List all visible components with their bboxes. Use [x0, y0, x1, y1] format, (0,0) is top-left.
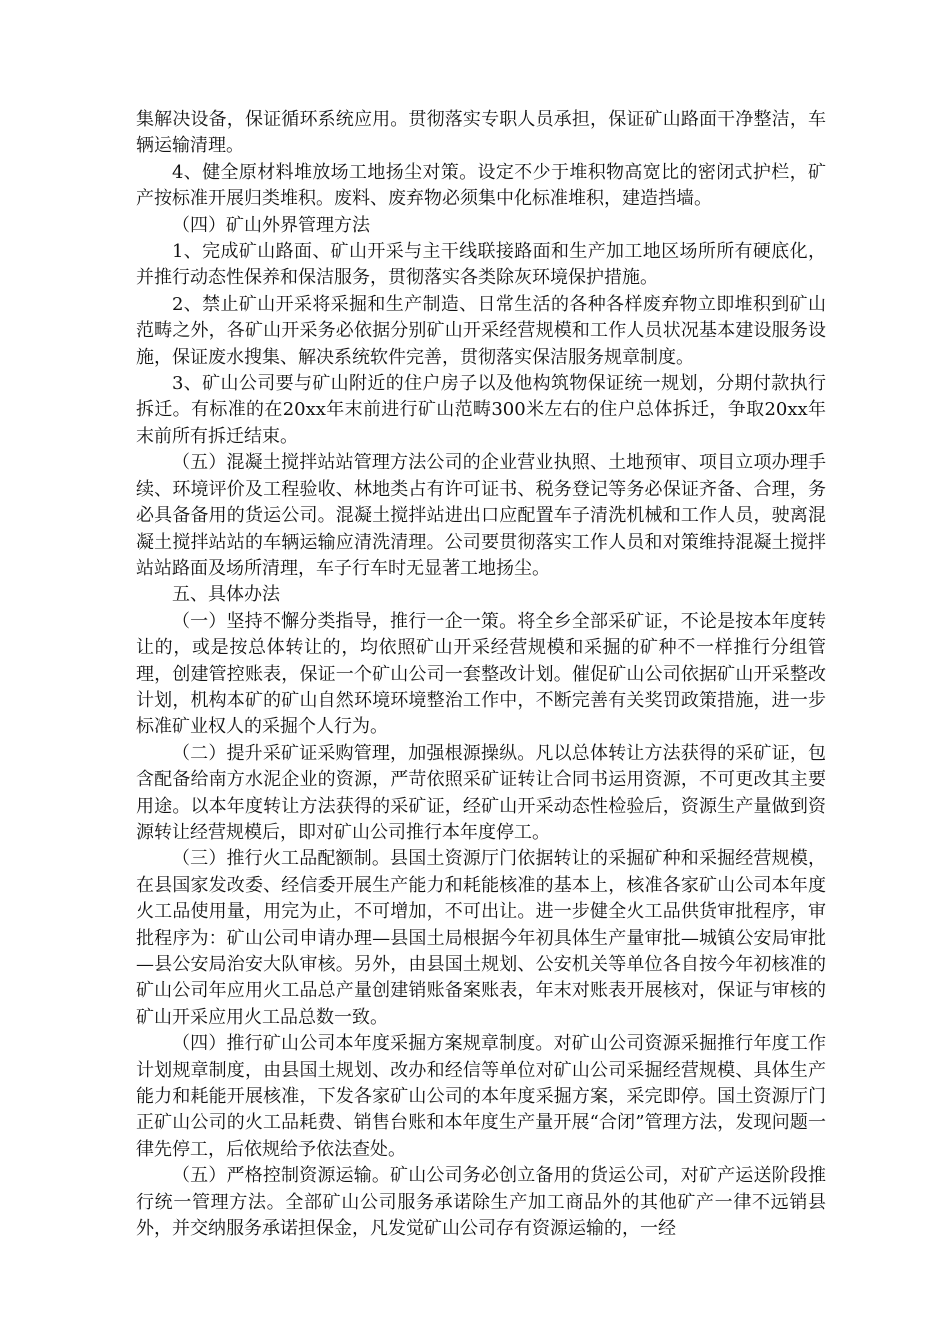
paragraph-road-hardening: 1、完成矿山路面、矿山开采与主干线联接路面和生产加工地区场所所有硬底化，并推行动态性保养和保洁服务，贯彻落实各类除灰环境保护措施。 [136, 241, 826, 289]
paragraph-relocation: 3、矿山公司要与矿山附近的住户房子以及他构筑物保证统一规划，分期付款执行拆迁。有标准的在20xx年末前进行矿山范畴300米左右的住户总体拆迁，争取20xx年末前所有拆迁结束。 [136, 373, 826, 447]
paragraph-dust-control-measures: 4、健全原材料堆放场工地扬尘对策。设定不少于堆积物高宽比的密闭式护栏，矿产按标准开展归类堆积。废料、废弃物必须集中化标准堆积，建造挡墙。 [136, 161, 826, 210]
paragraph-transport-control: （五）严格控制资源运输。矿山公司务必创立备用的货运公司，对矿产运送阶段推行统一管理方法。全部矿山公司服务承诺除生产加工商品外的其他矿产一律不远销县外，并交纳服务承诺担保金，凡发觉矿山公司存有资源运输的，一经 [136, 1165, 826, 1240]
document-page [136, 107, 826, 1242]
paragraph-concrete-station: （五）混凝土搅拌站站管理方法公司的企业营业执照、土地预审、项目立项办理手续、环境评价及工程验收、林地类占有许可证书、税务登记等务必保证齐备、合理，务必具备备用的货运公司。混凝土搅拌站进出口应配置车子清洗机械和工作人员，驶离混凝土搅拌站站的车辆运输应清洗清理。公司要贯彻落实工作人员和对策维持混凝土搅拌站站路面及场所清理，车子行车时无显著工地扬尘。 [136, 452, 826, 579]
paragraph-continuation: 集解决设备，保证循环系统应用。贯彻落实专职人员承担，保证矿山路面干净整洁，车辆运输清理。 [136, 109, 826, 157]
paragraph-license-management: （二）提升采矿证采购管理，加强根源操纵。凡以总体转让方法获得的采矿证，包含配备给南方水泥企业的资源，严苛依照采矿证转让合同书运用资源，不可更改其主要用途。以本年度转让方法获得的采矿证，经矿山开采动态性检验后，资源生产量做到资源转让经营规模后，即对矿山公司推行本年度停工。 [136, 742, 826, 843]
paragraph-classified-guidance: （一）坚持不懈分类指导，推行一企一策。将全乡全部采矿证，不论是按本年度转让的，或是按总体转让的，均依照矿山开采经营规模和采掘的矿种不一样推行分组管理，创建管控账表，保证一个矿山公司一套整改计划。催促矿山公司依据矿山开采整改计划，机构本矿的矿山自然环境环境整治工作中，不断完善有关奖罚政策措施，进一步标准矿业权人的采掘个人行为。 [136, 610, 826, 738]
paragraph-explosives-quota: （三）推行火工品配额制。县国土资源厅门依据转让的采掘矿种和采掘经营规模，在县国家发改委、经信委开展生产能力和耗能核准的基本上，核准各家矿山公司本年度火工品使用量，用完为止，不可增加，不可出让。进一步健全火工品供货审批程序，审批程序为：矿山公司申请办理—县国土局根据今年初具体生产量审批—城镇公安局审批—县公安局治安大队审核。另外，由县国土规划、公安机关等单位各自按今年初核准的矿山公司年应用火工品总产量创建销账备案账表，年末对账表开展核对，保证与审核的矿山开采应用火工品总数一致。 [136, 848, 826, 1028]
paragraph-mining-plan: （四）推行矿山公司本年度采掘方案规章制度。对矿山公司资源采掘推行年度工作计划规章制度，由县国土规划、改办和经信等单位对矿山公司采掘经营规模、具体生产能力和耗能开展核准，下发各家矿山公司的本年度采掘方案，采完即停。国土资源厅门正矿山公司的火工品耗费、销售台账和本年度生产量开展“合闭”管理方法，发现问题一律先停工，后依规给予依法查处。 [136, 1033, 826, 1160]
paragraph-waste-disposal: 2、禁止矿山开采将采掘和生产制造、日常生活的各种各样废弃物立即堆积到矿山范畴之外，各矿山开采务必依据分别矿山开采经营规模和工作人员状况基本建设服务设施，保证废水搜集、解决系统软件完善，贯彻落实保洁服务规章制度。 [136, 293, 826, 368]
section-heading-external-management: （四）矿山外界管理方法 [172, 214, 370, 236]
section-heading-specific-measures: 五、具体办法 [172, 584, 280, 606]
